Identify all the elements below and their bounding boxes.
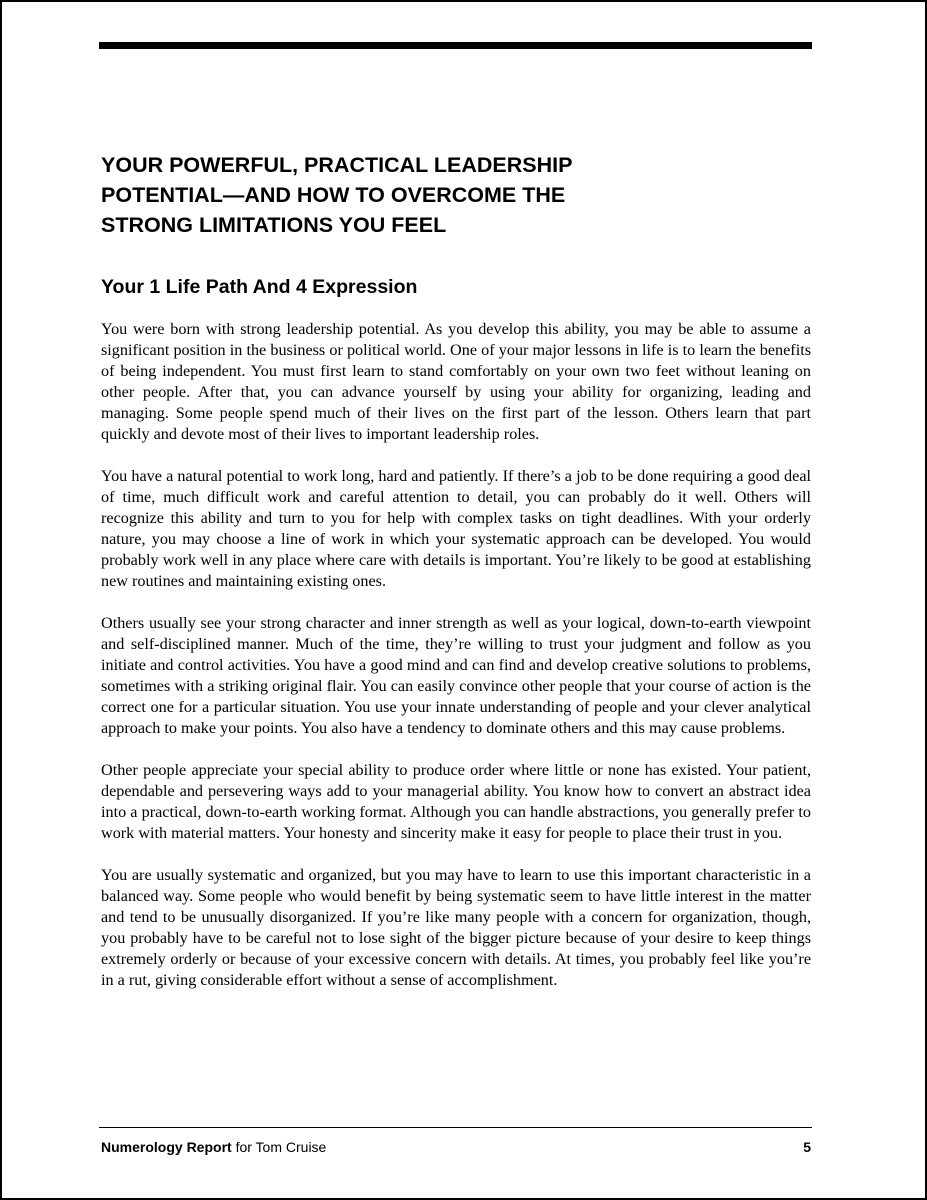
footer-subject: for Tom Cruise [231,1139,327,1155]
page-footer [101,1138,811,1158]
page-title-line: YOUR POWERFUL, PRACTICAL LEADERSHIP [101,153,573,177]
body-text [101,319,811,1012]
paragraph: You are usually systematic and organized, but you may have to learn to use this important characteristic in a balanced way. Some people who would benefit by being systematic seem to have little interest in the matter and tend to be unusually disorganized. If you’re like many people with a concern for organization, though, you probably have to be careful not to lose sight of the bigger picture because of your desire to keep things extremely orderly or because of your excessive concern with details. At times, you probably feel like you’re in a rut, giving considerable effort without a sense of accomplishment. [101,866,811,989]
paragraph: You have a natural potential to work long, hard and patiently. If there’s a job to be done requiring a good deal of time, much difficult work and careful attention to detail, you can probably do it well. Others will recognize this ability and turn to you for help with complex tasks on tight deadlines. With your orderly nature, you may choose a line of work in which your systematic approach can be developed. You would probably work well in any place where care with details is important. You’re likely to be good at establishing new routines and maintaining existing ones. [101,467,811,590]
section-title: Your 1 Life Path And 4 Expression [101,276,418,298]
paragraph: You were born with strong leadership potential. As you develop this ability, you may be able to assume a significant position in the business or political world. One of your major lessons in life is to learn the benefits of being independent. You must first learn to stand comfortably on your own two feet without leaning on other people. After that, you can advance yourself by using your ability for organizing, leading and managing. Some people spend much of their lives on the first part of the lesson. Others learn that part quickly and devote most of their lives to important leadership roles. [101,320,811,443]
footer-report-label: Numerology Report [101,1139,232,1155]
footer-rule [99,1127,812,1128]
page-title-line: STRONG LIMITATIONS YOU FEEL [101,213,447,237]
page-title [101,150,801,240]
paragraph: Other people appreciate your special ability to produce order where little or none has existed. Your patient, dependable and persevering ways add to your managerial ability. You know how to convert an abstract idea into a practical, down-to-earth working format. Although you can handle abstractions, you generally prefer to work with material matters. Your honesty and sincerity make it easy for people to place their trust in you. [101,761,811,842]
page-title-line: POTENTIAL—AND HOW TO OVERCOME THE [101,183,566,207]
top-rule [99,42,812,49]
paragraph: Others usually see your strong character and inner strength as well as your logical, down-to-earth viewpoint and self-disciplined manner. Much of the time, they’re willing to trust your judgment and follow as you initiate and control activities. You have a good mind and can find and develop creative solutions to problems, sometimes with a striking original flair. You can easily convince other people that your course of action is the correct one for a particular situation. You use your innate understanding of people and your clever analytical approach to make your points. You also have a tendency to dominate others and this may cause problems. [101,614,811,737]
page-number: 5 [803,1139,811,1155]
